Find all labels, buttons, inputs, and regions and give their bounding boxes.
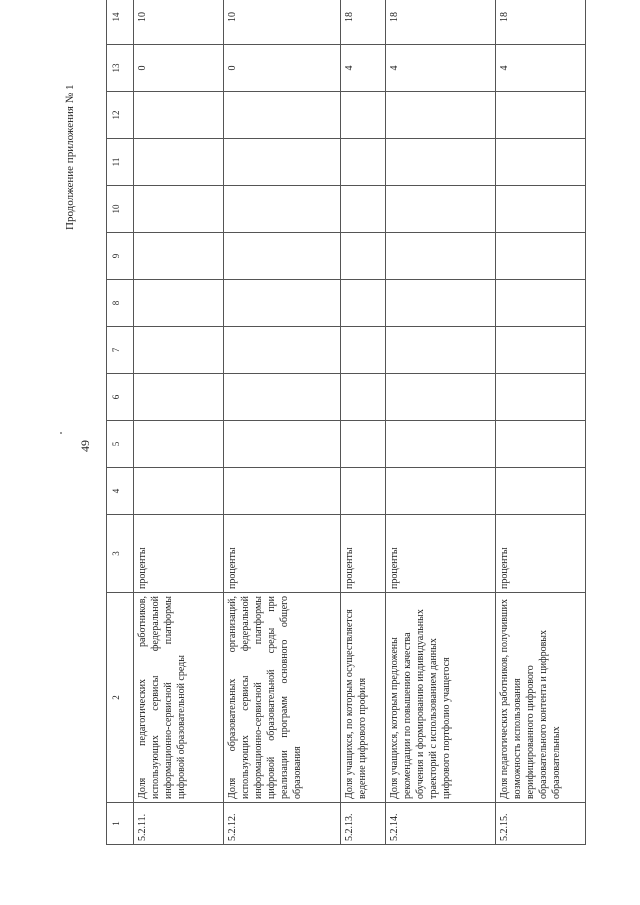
indicators-table [106,0,586,845]
value-col13: 4 [496,45,586,92]
value-col14: 18 [341,0,386,45]
appendix-continuation-note: Продолжение приложения № 1 [64,84,76,230]
header-row [107,0,134,845]
row-code: 5.2.15. [496,803,586,845]
indicator-name: Доля учащихся, которым предложены рекомендации по повышению качества обучения и формированию индивидуальных траекторий с использованием данных цифрового портфолио учащегося [386,593,496,803]
value-col14: 18 [386,0,496,45]
page-mark [60,432,62,434]
header-cell-10: 10 [107,186,134,233]
value-col14: 18 [496,0,586,45]
unit-cell: проценты [134,515,224,593]
unit-cell: проценты [224,515,341,593]
header-cell-6: 6 [107,374,134,421]
header-cell-11: 11 [107,139,134,186]
header-cell-14: 14 [107,0,134,45]
unit-cell: проценты [496,515,586,593]
value-col13: 0 [134,45,224,92]
header-cell-3: 3 [107,515,134,593]
row-code: 5.2.11. [134,803,224,845]
value-col13: 4 [341,45,386,92]
value-col14: 10 [224,0,341,45]
header-cell-4: 4 [107,468,134,515]
indicators-table-wrapper [106,12,586,845]
value-col14: 10 [134,0,224,45]
header-cell-5: 5 [107,421,134,468]
unit-cell: проценты [341,515,386,593]
header-cell-13: 13 [107,45,134,92]
indicator-name: Доля педагогических работников, использующих сервисы федеральной информационно-сервисной платформы цифровой образовательной среды [134,593,224,803]
header-cell-12: 12 [107,92,134,139]
table-row [224,0,341,845]
table-row [341,0,386,845]
table-row [496,0,586,845]
indicator-name: Доля образовательных организаций, использующих сервисы федеральной информационно-сервисной платформы цифровой образовательной среды при реализации программ основного общего образования [224,593,341,803]
value-col13: 4 [386,45,496,92]
value-col13: 0 [224,45,341,92]
header-cell-8: 8 [107,280,134,327]
indicator-name: Доля педагогических работников, получивших возможность использования верифицированного цифрового образовательного контента и цифровых образовательных [496,593,586,803]
header-cell-2: 2 [107,593,134,803]
table-row [134,0,224,845]
row-code: 5.2.14. [386,803,496,845]
header-cell-7: 7 [107,327,134,374]
table-row [386,0,496,845]
header-cell-9: 9 [107,233,134,280]
unit-cell: проценты [386,515,496,593]
indicator-name: Доля учащихся, по которым осуществляется ведение цифрового профиля [341,593,386,803]
row-code: 5.2.12. [224,803,341,845]
page-number: 49 [78,440,92,452]
header-cell-1: 1 [107,803,134,845]
row-code: 5.2.13. [341,803,386,845]
